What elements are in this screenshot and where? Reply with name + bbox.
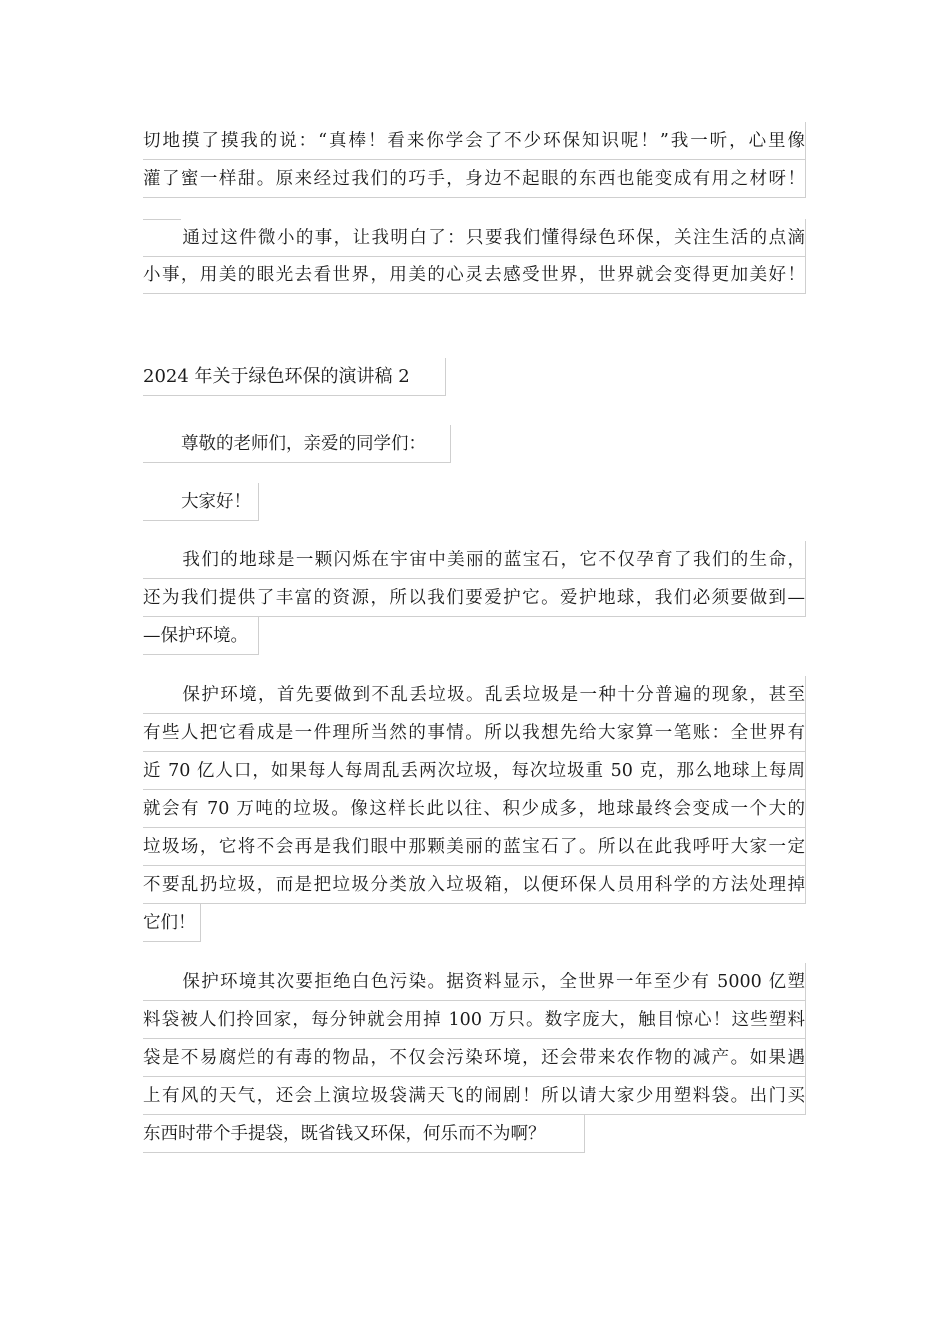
paragraph-line: 有些人把它看成是一件理所当然的事情。所以我想先给大家算一笔账：全世界有 — [143, 714, 806, 752]
hello-text: 大家好！ — [181, 492, 251, 512]
paragraph-line: 垃圾场，它将不会再是我们眼中那颗美丽的蓝宝石了。所以在此我呼吁大家一定 — [143, 828, 806, 866]
paragraph-line — [143, 219, 806, 257]
paragraph-line-text: 我们的地球是一颗闪烁在宇宙中美丽的蓝宝石，它不仅孕育了我们的生命， — [181, 550, 805, 570]
paragraph-line: 小事，用美的眼光去看世界，用美的心灵去感受世界，世界就会变得更加美好！ — [143, 256, 806, 294]
paragraph-line — [143, 676, 806, 714]
hello-line — [143, 483, 259, 521]
paragraph-line: 上有风的天气，还会上演垃圾袋满天飞的闹剧！所以请大家少用塑料袋。出门买 — [143, 1077, 806, 1115]
paragraph-line: 就会有 70 万吨的垃圾。像这样长此以往、积少成多，地球最终会变成一个大的 — [143, 790, 806, 828]
greeting-text: 尊敬的老师们，亲爱的同学们： — [181, 434, 426, 454]
paragraph-line: —保护环境。 — [143, 617, 259, 655]
paragraph-line: 近 70 亿人口，如果每人每周乱丢两次垃圾，每次垃圾重 50 克，那么地球上每周 — [143, 752, 806, 790]
greeting-line — [143, 425, 451, 463]
paragraph-line: 它们！ — [143, 904, 201, 942]
paragraph-line: 还为我们提供了丰富的资源，所以我们要爱护它。爱护地球，我们必须要做到— — [143, 579, 806, 617]
paragraph-line: 东西时带个手提袋，既省钱又环保，何乐而不为啊？ — [143, 1115, 585, 1153]
paragraph-line-text: 通过这件微小的事，让我明白了：只要我们懂得绿色环保，关注生活的点滴 — [181, 228, 805, 248]
paragraph-line: 不要乱扔垃圾，而是把垃圾分类放入垃圾箱，以便环保人员用科学的方法处理掉 — [143, 866, 806, 904]
paragraph-line: 切地摸了摸我的说：“真棒！看来你学会了不少环保知识呢！”我一听，心里像 — [143, 122, 806, 160]
section-title: 2024 年关于绿色环保的演讲稿 2 — [143, 358, 446, 396]
paragraph-line: 灌了蜜一样甜。原来经过我们的巧手，身边不起眼的东西也能变成有用之材呀！ — [143, 160, 806, 198]
paragraph-line — [143, 963, 806, 1001]
paragraph-line — [143, 541, 806, 579]
paragraph-line-text: 保护环境其次要拒绝白色污染。据资料显示，全世界一年至少有 5000 亿塑 — [181, 972, 805, 992]
paragraph-line-text: 保护环境，首先要做到不乱丢垃圾。乱丢垃圾是一种十分普遍的现象，甚至 — [181, 685, 805, 705]
paragraph-line: 袋是不易腐烂的有毒的物品，不仅会污染环境，还会带来农作物的减产。如果遇 — [143, 1039, 806, 1077]
paragraph-line: 料袋被人们拎回家，每分钟就会用掉 100 万只。数字庞大，触目惊心！这些塑料 — [143, 1001, 806, 1039]
